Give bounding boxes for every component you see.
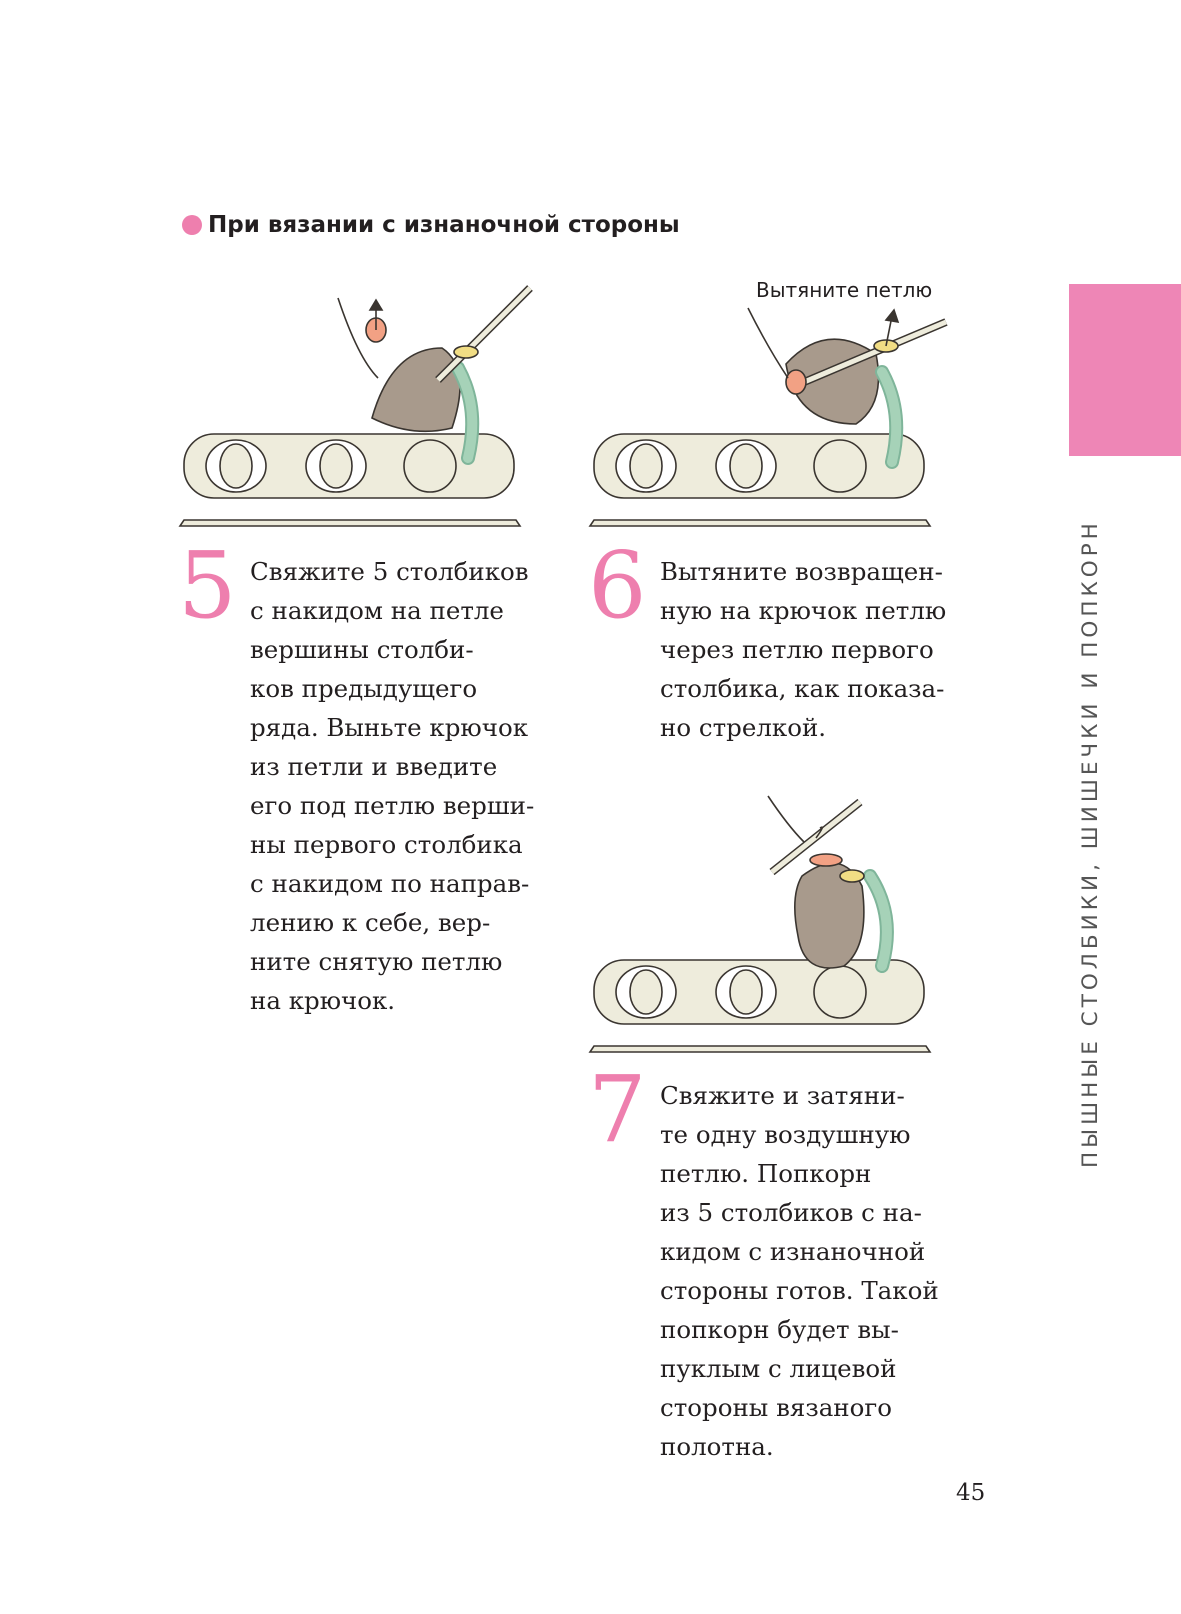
text-line: ните снятую петлю	[250, 947, 503, 976]
step-text-5	[250, 552, 534, 1020]
page-number: 45	[956, 1480, 986, 1506]
text-line: вершины столби-	[250, 635, 474, 664]
section-heading-text: При вязании с изнаночной стороны	[208, 212, 680, 238]
text-line: ную на крючок петлю	[660, 596, 947, 625]
text-line: кидом с изнаночной	[660, 1237, 926, 1266]
text-line: попкорн будет вы-	[660, 1315, 899, 1344]
text-line: петлю. Попкорн	[660, 1159, 872, 1188]
step-text-7	[660, 1076, 939, 1466]
text-line: ны первого столбика	[250, 830, 523, 859]
text-line: Свяжите и затяни-	[660, 1081, 905, 1110]
text-line: через петлю первого	[660, 635, 934, 664]
step-number-5: 5	[178, 532, 237, 639]
text-line: стороны готов. Такой	[660, 1276, 939, 1305]
chapter-vertical-label: ПЫШНЫЕ СТОЛБИКИ, ШИШЕЧКИ И ПОПКОРН	[1078, 519, 1103, 1168]
text-line: ков предыдущего	[250, 674, 478, 703]
illustration-step-7	[590, 796, 950, 1064]
text-line: лению к себе, вер-	[250, 908, 491, 937]
text-line: из 5 столбиков с на-	[660, 1198, 922, 1227]
text-line: Вытяните возвращен-	[660, 557, 943, 586]
text-line: пуклым с лицевой	[660, 1354, 897, 1383]
pink-bullet-icon	[182, 215, 202, 235]
step-number-7: 7	[588, 1056, 647, 1163]
text-line: стороны вязаного	[660, 1393, 892, 1422]
text-line: те одну воздушную	[660, 1120, 911, 1149]
text-line: на крючок.	[250, 986, 396, 1015]
step-number-6: 6	[588, 532, 647, 639]
text-line: с накидом по направ-	[250, 869, 530, 898]
text-line: из петли и введите	[250, 752, 498, 781]
text-line: его под петлю верши-	[250, 791, 535, 820]
text-line: полотна.	[660, 1432, 774, 1461]
illustration-step-5	[180, 288, 540, 538]
text-line: Свяжите 5 столбиков	[250, 557, 529, 586]
step-text-6	[660, 552, 946, 747]
illustration-step-6	[590, 308, 950, 538]
chapter-tab	[1069, 284, 1181, 456]
section-heading	[182, 212, 680, 238]
text-line: ряда. Выньте крючок	[250, 713, 529, 742]
text-line: с накидом на петле	[250, 596, 504, 625]
pull-loop-label: Вытяните петлю	[756, 278, 933, 302]
text-line: столбика, как показа-	[660, 674, 945, 703]
text-line: но стрелкой.	[660, 713, 827, 742]
